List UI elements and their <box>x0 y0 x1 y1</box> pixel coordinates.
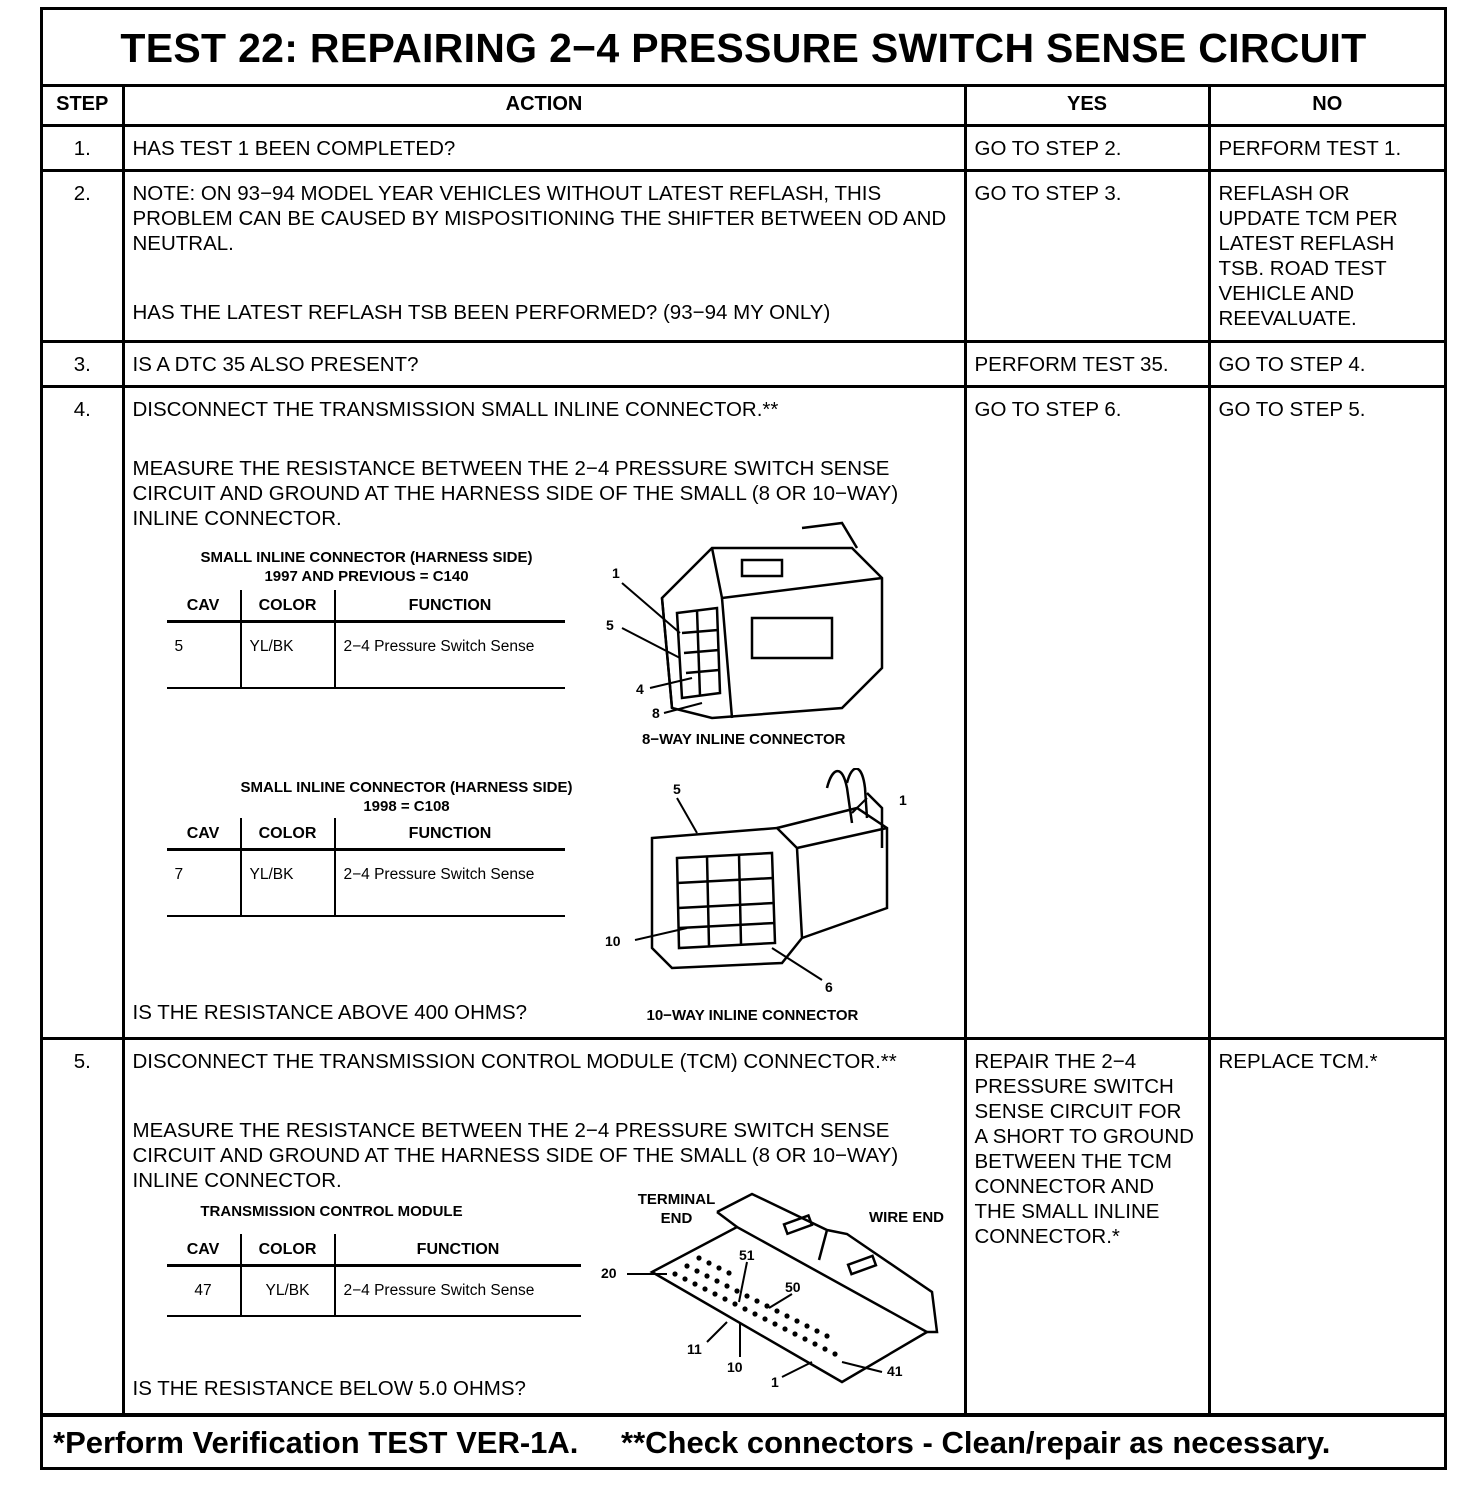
pin-label: 10 <box>726 1359 743 1375</box>
action-cell <box>123 126 965 171</box>
connector-8-way-diagram <box>602 518 932 768</box>
action-text: DISCONNECT THE TRANSMISSION SMALL INLINE CONNECTOR.** <box>132 398 779 421</box>
table-header-row <box>43 84 1444 126</box>
pin-label: 8 <box>651 705 660 721</box>
yes-cell: REPAIR THE 2−4 PRESSURE SWITCH SENSE CIRCUIT FOR A SHORT TO GROUND BETWEEN THE TCM CONNECTOR AND THE SMALL INLINE CONNECTOR.* <box>965 1039 1209 1416</box>
step4-footer <box>133 1000 963 1030</box>
step-number: 4. <box>43 387 123 1039</box>
figure-tcm <box>167 1190 967 1390</box>
table-row <box>43 171 1444 342</box>
col-color: COLOR <box>241 590 335 622</box>
action-text: MEASURE THE RESISTANCE BETWEEN THE 2−4 PRESSURE SWITCH SENSE CIRCUIT AND GROUND AT THE HARNESS SIDE OF THE SMALL (8 OR 10−WAY) INLINE CONNECTOR. <box>132 1119 899 1192</box>
color-value: YL/BK <box>241 1266 335 1317</box>
footer-note-connectors: **Check connectors - Clean/repair as necessary. <box>621 1425 1331 1460</box>
yes-cell: GO TO STEP 6. <box>965 387 1209 1039</box>
color-value: YL/BK <box>241 622 335 688</box>
pin-label: 1 <box>770 1374 779 1390</box>
col-cav: CAV <box>167 1234 241 1266</box>
col-color: COLOR <box>241 1234 335 1266</box>
action-cell <box>123 171 965 342</box>
pin-label: 10 <box>604 933 621 949</box>
action-text: HAS TEST 1 BEEN COMPLETED? <box>132 137 456 160</box>
action-text: IS THE RESISTANCE BELOW 5.0 OHMS? <box>132 1377 526 1400</box>
action-cell <box>123 387 965 1039</box>
col-color: COLOR <box>241 818 335 850</box>
figure-8-way <box>167 548 967 778</box>
figure-caption: SMALL INLINE CONNECTOR (HARNESS SIDE) <box>240 779 573 796</box>
footer-notes <box>43 1413 1444 1467</box>
action-text: IS A DTC 35 ALSO PRESENT? <box>132 353 419 376</box>
step-number: 3. <box>43 342 123 387</box>
action-text: NOTE: ON 93−94 MODEL YEAR VEHICLES WITHOUT LATEST REFLASH, THIS PROBLEM CAN BE CAUSED BY MISPOSITIONING THE SHIFTER BETWEEN OD AND NEUTRAL. <box>132 182 947 255</box>
cav-value: 5 <box>167 622 241 688</box>
no-cell: GO TO STEP 5. <box>1209 387 1444 1039</box>
pin-label: 51 <box>738 1247 755 1263</box>
pin-label: 50 <box>784 1279 801 1295</box>
step-number: 5. <box>43 1039 123 1416</box>
connector-10-way-diagram <box>597 768 927 1028</box>
yes-cell: GO TO STEP 2. <box>965 126 1209 171</box>
no-cell: GO TO STEP 4. <box>1209 342 1444 387</box>
step-number: 2. <box>43 171 123 342</box>
pinout-table <box>167 818 565 917</box>
header-no: NO <box>1209 84 1444 126</box>
table-row <box>43 1039 1444 1416</box>
table-row <box>43 126 1444 171</box>
header-action: ACTION <box>123 84 965 126</box>
cav-value: 47 <box>167 1266 241 1317</box>
action-text: DISCONNECT THE TRANSMISSION CONTROL MODULE (TCM) CONNECTOR.** <box>132 1050 897 1073</box>
col-function: FUNCTION <box>335 818 565 850</box>
function-value: 2−4 Pressure Switch Sense <box>335 1266 581 1317</box>
function-value: 2−4 Pressure Switch Sense <box>335 850 565 916</box>
color-value: YL/BK <box>241 850 335 916</box>
col-cav: CAV <box>167 590 241 622</box>
header-step: STEP <box>43 84 123 126</box>
col-function: FUNCTION <box>335 1234 581 1266</box>
cav-value: 7 <box>167 850 241 916</box>
no-cell: REPLACE TCM.* <box>1209 1039 1444 1416</box>
pin-label: 6 <box>824 979 833 995</box>
action-cell <box>123 342 965 387</box>
figure-caption: SMALL INLINE CONNECTOR (HARNESS SIDE) <box>200 549 533 566</box>
action-cell <box>123 1039 965 1416</box>
yes-cell: PERFORM TEST 35. <box>965 342 1209 387</box>
action-text: IS THE RESISTANCE ABOVE 400 OHMS? <box>132 1001 528 1024</box>
step-number: 1. <box>43 126 123 171</box>
no-cell: REFLASH OR UPDATE TCM PER LATEST REFLASH TSB. ROAD TEST VEHICLE AND REEVALUATE. <box>1209 171 1444 342</box>
pinout-table <box>167 590 565 689</box>
diagram-title: 10−WAY INLINE CONNECTOR <box>646 1007 859 1024</box>
pin-label: 11 <box>686 1341 702 1357</box>
figure-caption: 1998 = C108 <box>363 798 450 815</box>
diagram-title: 8−WAY INLINE CONNECTOR <box>641 731 846 748</box>
page-title: TEST 22: REPAIRING 2−4 PRESSURE SWITCH SENSE CIRCUIT <box>43 10 1444 87</box>
function-value: 2−4 Pressure Switch Sense <box>335 622 565 688</box>
table-row <box>43 342 1444 387</box>
terminal-end-label: TERMINAL END <box>637 1191 716 1227</box>
pin-label: 5 <box>605 617 614 633</box>
yes-cell: GO TO STEP 3. <box>965 171 1209 342</box>
figure-10-way <box>167 778 967 1028</box>
table-row <box>43 387 1444 1039</box>
procedure-table <box>43 84 1444 1417</box>
pin-label: 41 <box>886 1363 903 1379</box>
pin-label: 4 <box>635 681 644 697</box>
procedure-sheet <box>40 7 1447 1470</box>
col-function: FUNCTION <box>335 590 565 622</box>
col-cav: CAV <box>167 818 241 850</box>
pin-label: 1 <box>898 792 907 808</box>
header-yes: YES <box>965 84 1209 126</box>
footer-note-verification: *Perform Verification TEST VER-1A. <box>53 1425 579 1460</box>
pin-label: 1 <box>611 565 620 581</box>
figure-caption: TRANSMISSION CONTROL MODULE <box>200 1203 463 1220</box>
pin-label: 5 <box>672 781 681 797</box>
no-cell: PERFORM TEST 1. <box>1209 126 1444 171</box>
pinout-table <box>167 1234 581 1317</box>
wire-end-label: WIRE END <box>869 1209 944 1226</box>
action-text: MEASURE THE RESISTANCE BETWEEN THE 2−4 PRESSURE SWITCH SENSE CIRCUIT AND GROUND AT THE HARNESS SIDE OF THE SMALL (8 OR 10−WAY) INLINE CONNECTOR. <box>132 457 899 530</box>
action-text: HAS THE LATEST REFLASH TSB BEEN PERFORMED? (93−94 MY ONLY) <box>132 301 831 324</box>
figure-caption: 1997 AND PREVIOUS = C140 <box>264 568 469 585</box>
pin-label: 20 <box>600 1265 617 1281</box>
